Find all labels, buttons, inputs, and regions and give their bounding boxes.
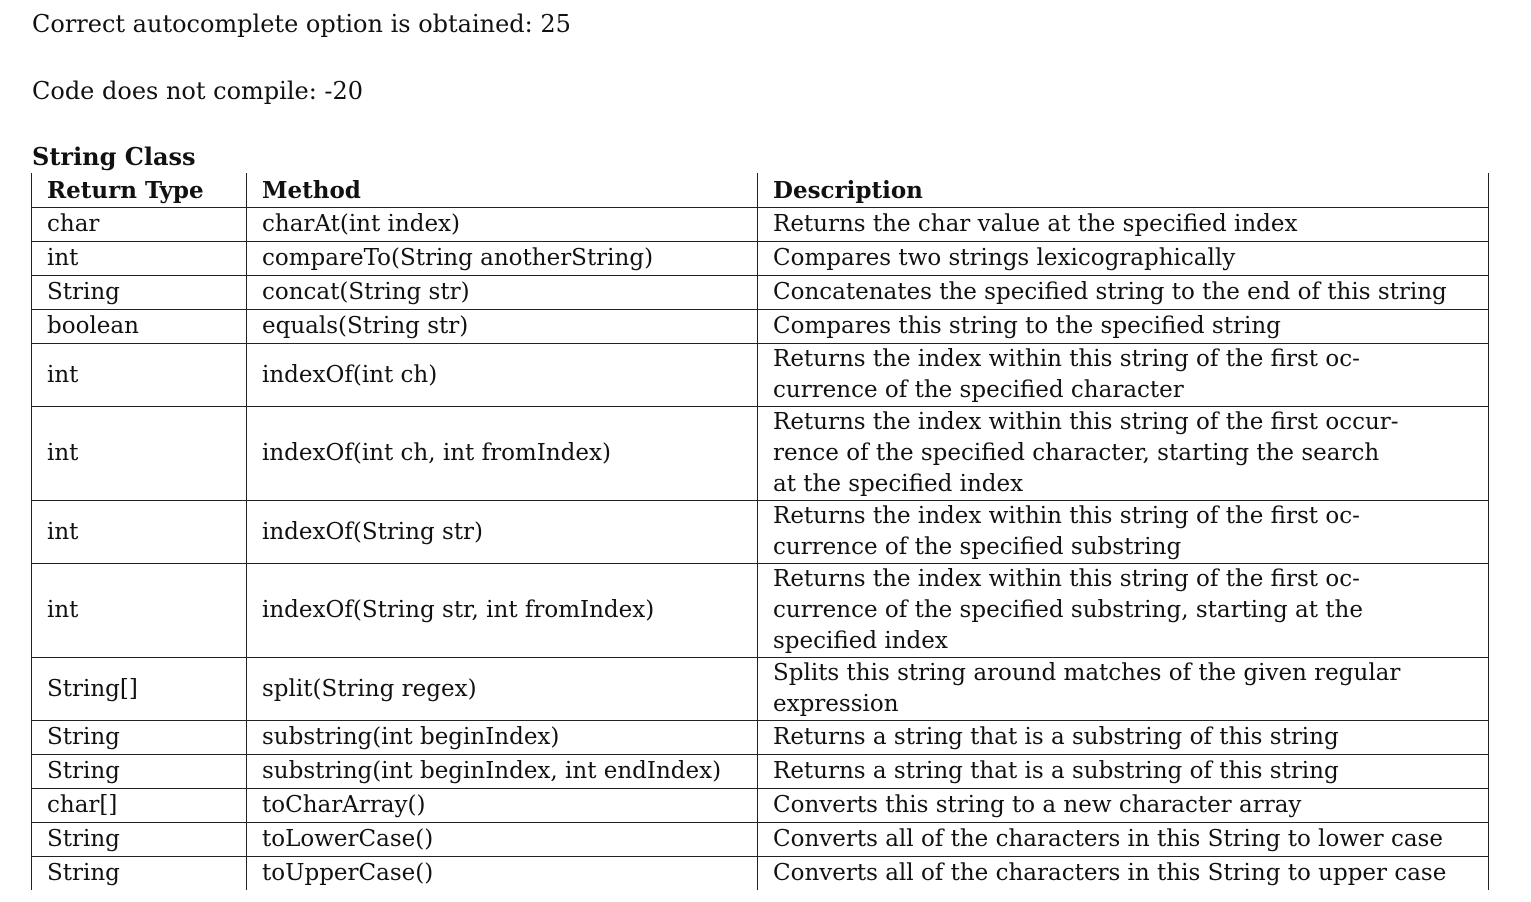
table-row (32, 276, 1489, 310)
cell-return-type: boolean (32, 310, 247, 344)
description-line: Returns the index within this string of the first oc- (773, 566, 1360, 592)
description-line: currence of the specified substring (773, 534, 1182, 560)
description-line: Concatenates the specified string to the end of this string (773, 279, 1447, 305)
cell-description (758, 789, 1489, 823)
description-line: Returns a string that is a substring of this string (773, 758, 1339, 784)
cell-return-type: String (32, 755, 247, 789)
description-line: Compares this string to the specified string (773, 313, 1281, 339)
cell-description (758, 276, 1489, 310)
score-correct-line: Correct autocomplete option is obtained: 25 (32, 10, 571, 38)
cell-method: indexOf(int ch, int fromIndex) (247, 407, 758, 501)
cell-description (758, 501, 1489, 564)
score-compile-error-line: Code does not compile: -20 (32, 77, 364, 105)
table-row (32, 789, 1489, 823)
table-row (32, 501, 1489, 564)
cell-return-type: int (32, 501, 247, 564)
cell-method: concat(String str) (247, 276, 758, 310)
cell-description (758, 857, 1489, 891)
header-description: Description (758, 173, 1489, 208)
cell-return-type: int (32, 344, 247, 407)
cell-return-type: int (32, 564, 247, 658)
description-line: Returns the index within this string of the first oc- (773, 503, 1360, 529)
cell-return-type: char[] (32, 789, 247, 823)
description-line: Returns the char value at the specified index (773, 211, 1298, 237)
cell-return-type: String (32, 857, 247, 891)
cell-description (758, 407, 1489, 501)
description-line: Converts all of the characters in this String to lower case (773, 826, 1443, 852)
cell-return-type: String (32, 721, 247, 755)
description-line: rence of the specified character, starting the search (773, 440, 1380, 466)
table-row (32, 344, 1489, 407)
cell-method: indexOf(String str) (247, 501, 758, 564)
table-header-row (32, 173, 1489, 208)
description-line: currence of the specified character (773, 377, 1184, 403)
header-method: Method (247, 173, 758, 208)
cell-method: toCharArray() (247, 789, 758, 823)
cell-return-type: char (32, 208, 247, 242)
cell-return-type: int (32, 242, 247, 276)
string-class-table (31, 173, 1489, 890)
cell-return-type: String (32, 276, 247, 310)
description-line: Converts this string to a new character array (773, 792, 1302, 818)
table-row (32, 823, 1489, 857)
description-line: Returns the index within this string of the first oc- (773, 346, 1360, 372)
table-row (32, 721, 1489, 755)
table-row (32, 755, 1489, 789)
cell-return-type: String (32, 823, 247, 857)
table-body (32, 208, 1489, 891)
table-row (32, 857, 1489, 891)
description-line: Compares two strings lexicographically (773, 245, 1236, 271)
cell-description (758, 208, 1489, 242)
cell-description (758, 310, 1489, 344)
description-line: Converts all of the characters in this String to upper case (773, 860, 1447, 886)
cell-method: charAt(int index) (247, 208, 758, 242)
section-title: String Class (32, 142, 196, 171)
table-row (32, 407, 1489, 501)
table-row (32, 564, 1489, 658)
table-row (32, 310, 1489, 344)
cell-method: substring(int beginIndex, int endIndex) (247, 755, 758, 789)
cell-method: compareTo(String anotherString) (247, 242, 758, 276)
description-line: specified index (773, 628, 948, 654)
cell-description (758, 755, 1489, 789)
table-row (32, 242, 1489, 276)
cell-description (758, 721, 1489, 755)
description-line: currence of the specified substring, starting at the (773, 597, 1363, 623)
cell-description (758, 658, 1489, 721)
header-return-type: Return Type (32, 173, 247, 208)
description-line: Splits this string around matches of the given regular (773, 660, 1401, 686)
cell-method: substring(int beginIndex) (247, 721, 758, 755)
cell-return-type: int (32, 407, 247, 501)
description-line: at the specified index (773, 471, 1024, 497)
table-row (32, 658, 1489, 721)
cell-return-type: String[] (32, 658, 247, 721)
cell-method: split(String regex) (247, 658, 758, 721)
cell-description (758, 823, 1489, 857)
description-line: Returns the index within this string of the first occur- (773, 409, 1399, 435)
table-row (32, 208, 1489, 242)
cell-method: toUpperCase() (247, 857, 758, 891)
description-line: expression (773, 691, 899, 717)
cell-method: indexOf(String str, int fromIndex) (247, 564, 758, 658)
cell-method: indexOf(int ch) (247, 344, 758, 407)
cell-method: equals(String str) (247, 310, 758, 344)
cell-method: toLowerCase() (247, 823, 758, 857)
cell-description (758, 344, 1489, 407)
description-line: Returns a string that is a substring of this string (773, 724, 1339, 750)
cell-description (758, 242, 1489, 276)
cell-description (758, 564, 1489, 658)
